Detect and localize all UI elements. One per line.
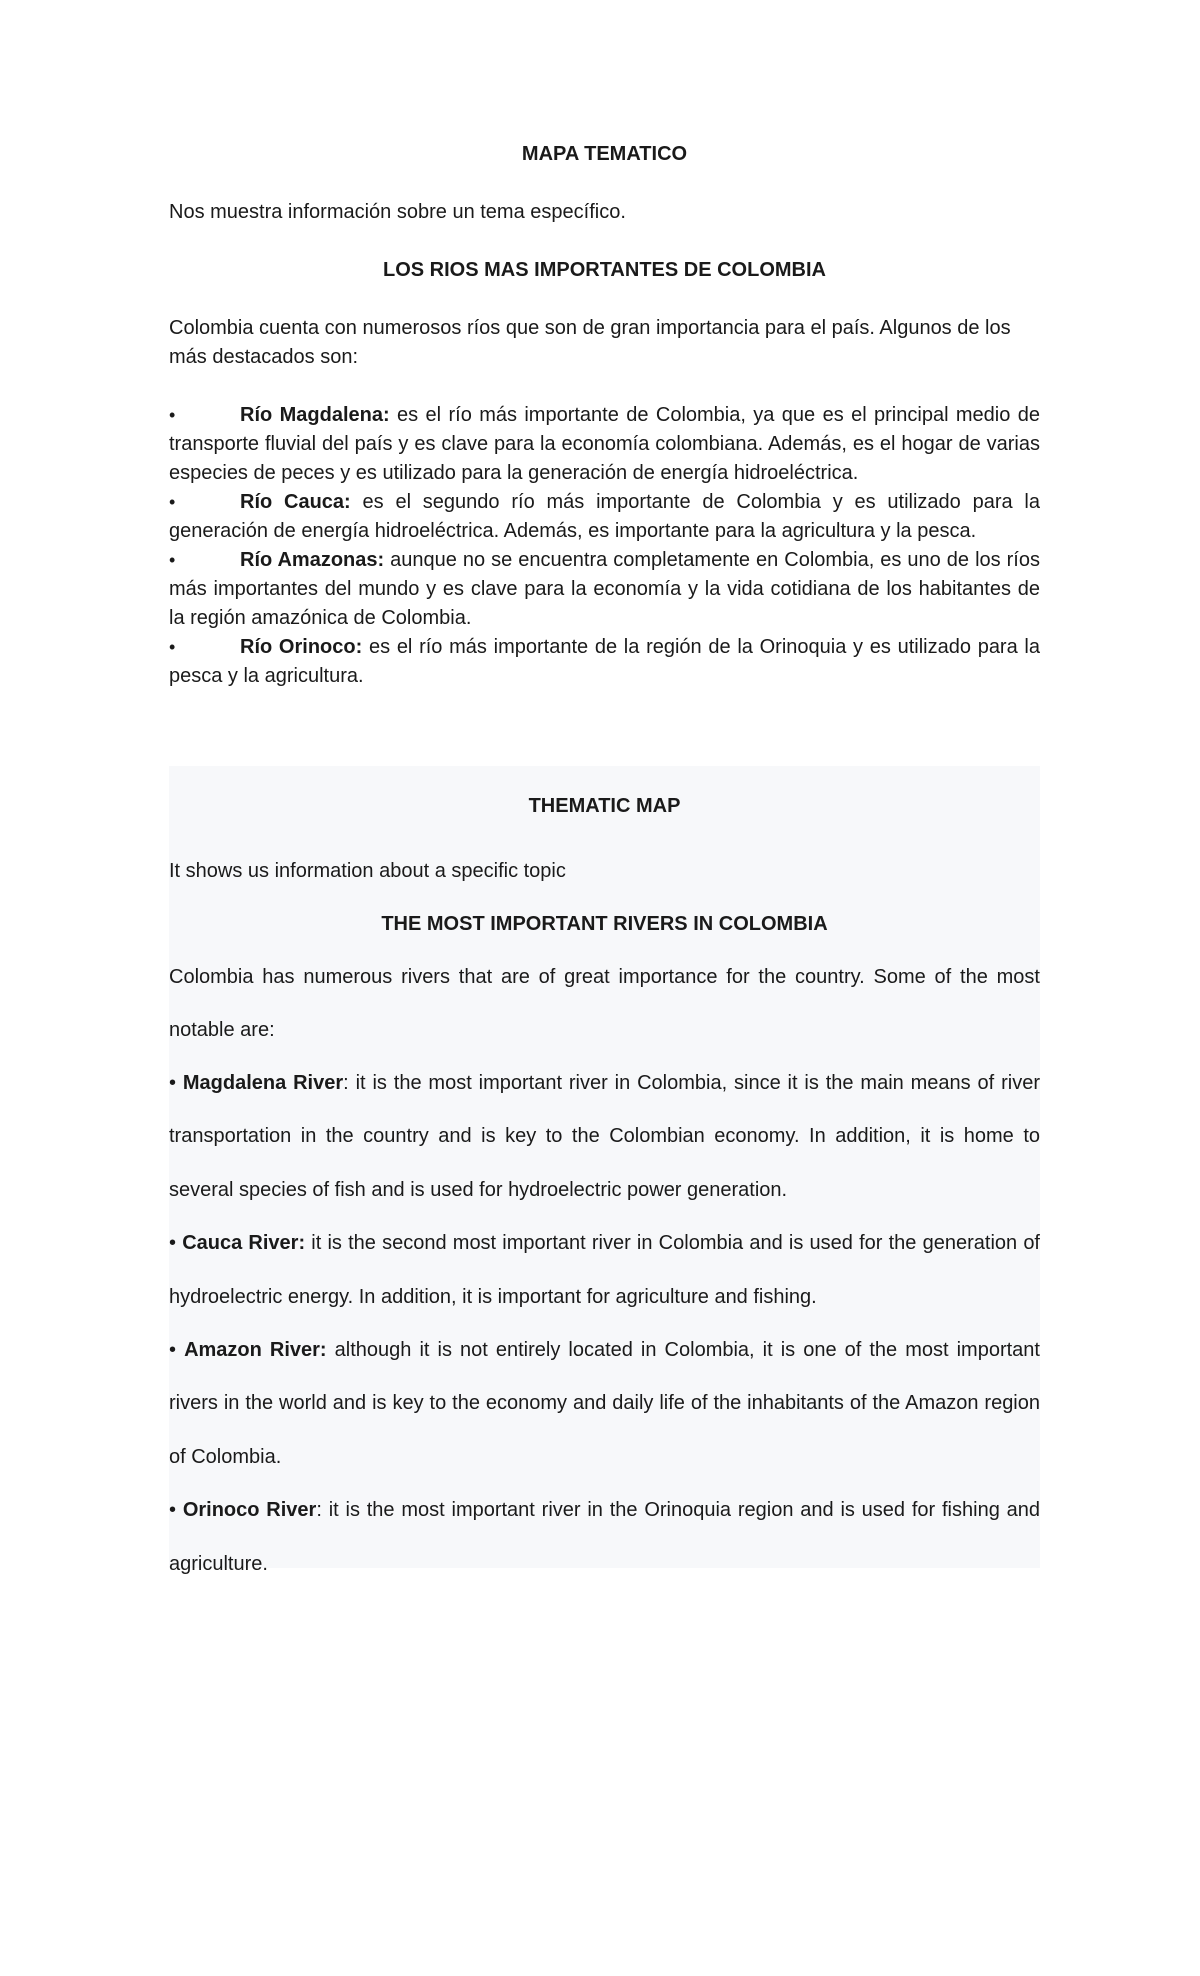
translation-item-cauca (169, 1217, 1040, 1324)
bullet-icon: • (169, 1072, 183, 1094)
river-description: aunque no se encuentra completamente en Colombia, es uno de los ríos más importantes del mundo y es clave para la economía y la vida cotidiana de los habitantes de la región amazónica de Colombia. (169, 549, 1040, 629)
page-title: MAPA TEMATICO (521, 143, 688, 165)
list-item-orinoco (169, 633, 1040, 691)
river-description: es el río más importante de la región de la Orinoquia y es utilizado para la pesca y la agricultura. (169, 636, 1040, 687)
translation-subtitle: THE MOST IMPORTANT RIVERS IN COLOMBIA (381, 913, 828, 935)
translation-intro: It shows us information about a specific topic (169, 860, 566, 882)
translation-box (169, 766, 1040, 1575)
river-name: Río Orinoco: (240, 636, 363, 658)
intro-text: Nos muestra información sobre un tema específico. (169, 201, 626, 223)
bullet-icon: • (169, 1499, 183, 1522)
translation-item-amazon (169, 1324, 1040, 1484)
river-description: it is the second most important river in Colombia and is used for the generation of hydroelectric energy. In addition, it is important for agriculture and fishing. (169, 1232, 1040, 1308)
english-section (169, 792, 1040, 1591)
bullet-icon: • (169, 405, 176, 425)
translation-item-orinoco (169, 1484, 1040, 1591)
river-name: Río Cauca: (240, 491, 351, 513)
list-item-amazonas (169, 546, 1040, 633)
list-item-cauca (169, 488, 1040, 546)
river-description: es el río más importante de Colombia, ya que es el principal medio de transporte fluvial del país y es clave para la economía colombiana. Además, es el hogar de varias especies de peces y es utilizado para la generación de energía hidroeléctrica. (169, 404, 1040, 484)
bullet-icon: • (169, 550, 176, 570)
river-name: Cauca River: (182, 1232, 306, 1255)
list-item-magdalena (169, 401, 1040, 488)
translation-item-magdalena (169, 1057, 1040, 1217)
section-subtitle: LOS RIOS MAS IMPORTANTES DE COLOMBIA (383, 259, 826, 281)
bullet-icon: • (169, 1232, 183, 1255)
river-description: es el segundo río más importante de Colombia y es utilizado para la generación de energía hidroeléctrica. Además, es importante para la agricultura y la pesca. (169, 491, 1041, 542)
bullet-icon: • (169, 637, 176, 657)
river-description: although it is not entirely located in Colombia, it is one of the most important rivers in the world and is key to the economy and daily life of the inhabitants of the Amazon region of Colombia. (169, 1339, 1040, 1468)
translation-paragraph: Colombia has numerous rivers that are of great importance for the country. Some of the most notable are: (169, 966, 1040, 1041)
river-description: : it is the most important river in the Orinoquia region and is used for fishing and agriculture. (169, 1499, 1040, 1575)
spanish-section (169, 140, 1040, 691)
river-name: Amazon River: (184, 1339, 327, 1362)
river-name: Río Magdalena: (240, 404, 390, 426)
river-name: Magdalena River (182, 1072, 344, 1094)
bullet-icon: • (169, 1339, 185, 1362)
section-paragraph: Colombia cuenta con numerosos ríos que son de gran importancia para el país. Algunos de los más destacados son: (169, 317, 1011, 368)
river-list (169, 401, 1040, 691)
river-name: Río Amazonas: (240, 549, 385, 571)
river-name: Orinoco River (182, 1499, 317, 1522)
river-description: : it is the most important river in Colombia, since it is the main means of river transportation in the country and is key to the Colombian economy. In addition, it is home to several species of fish and is used for hydroelectric power generation. (169, 1072, 1040, 1201)
translation-title: THEMATIC MAP (528, 795, 681, 817)
bullet-icon: • (169, 492, 176, 512)
